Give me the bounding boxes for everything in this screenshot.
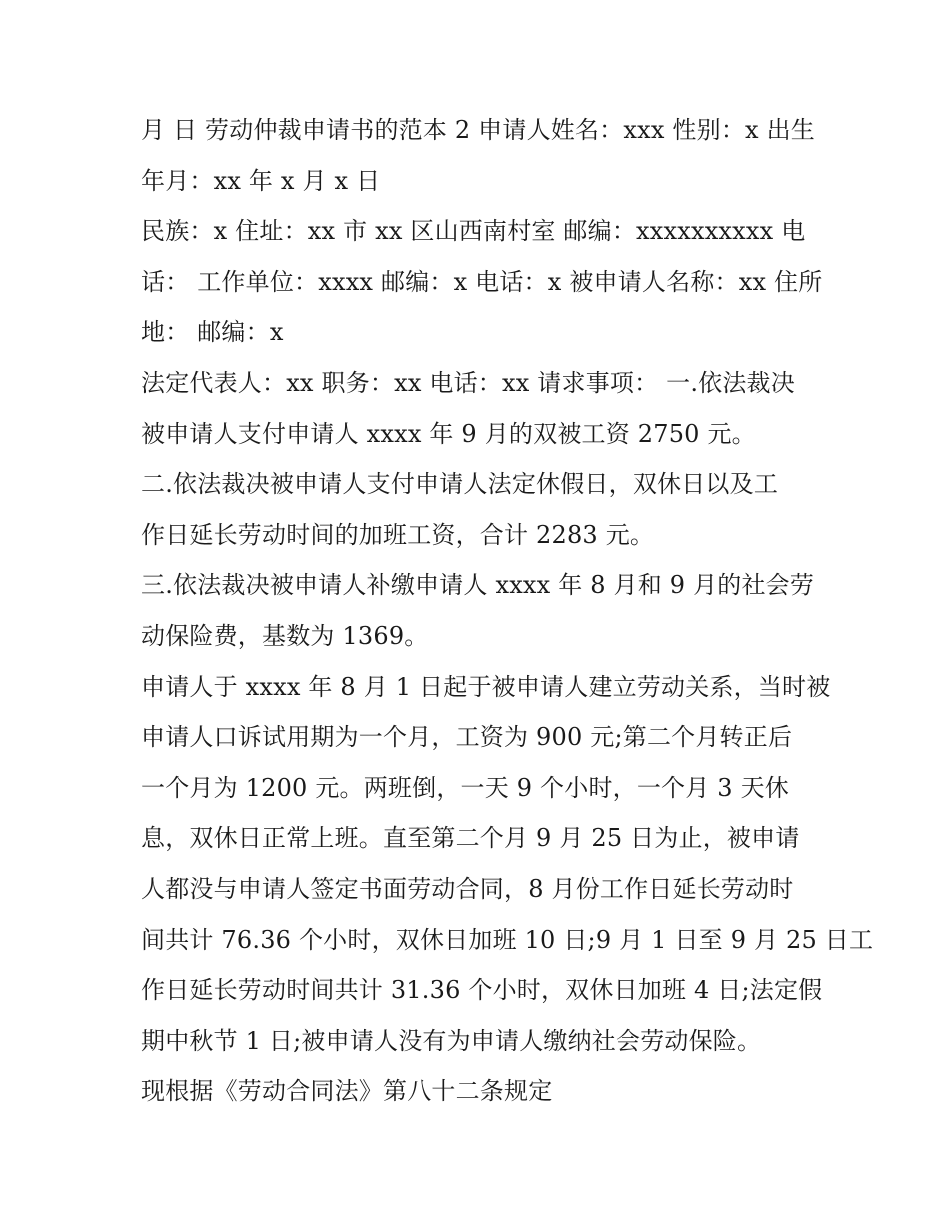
document-body	[141, 105, 874, 1117]
text-line: 息，双休日正常上班。直至第二个月 9 月 25 日为止，被申请	[141, 824, 800, 853]
text-line: 法定代表人：xx 职务：xx 电话：xx 请求事项： 一.依法裁决	[141, 368, 795, 397]
text-line: 一个月为 1200 元。两班倒，一天 9 个小时，一个月 3 天休	[141, 773, 789, 802]
text-line: 年月：xx 年 x 月 x 日	[141, 166, 381, 195]
text-line: 月 日 劳动仲裁申请书的范本 2 申请人姓名：xxx 性别：x 出生	[141, 116, 815, 144]
text-line: 间共计 76.36 个小时，双休日加班 10 日;9 月 1 日至 9 月 25 日工	[141, 925, 874, 954]
text-line: 期中秋节 1 日;被申请人没有为申请人缴纳社会劳动保险。	[141, 1026, 762, 1055]
text-line: 申请人口诉试用期为一个月，工资为 900 元;第二个月转正后	[141, 723, 793, 752]
text-line: 地： 邮编：x	[141, 318, 284, 347]
text-line: 作日延长劳动时间共计 31.36 个小时，双休日加班 4 日;法定假	[141, 976, 823, 1005]
text-line: 人都没与申请人签定书面劳动合同，8 月份工作日延长劳动时	[141, 874, 794, 903]
text-line: 民族：x 住址：xx 市 xx 区山西南村室 邮编：xxxxxxxxxx 电	[141, 217, 806, 246]
text-line: 被申请人支付申请人 xxxx 年 9 月的双被工资 2750 元。	[141, 419, 756, 448]
text-line: 申请人于 xxxx 年 8 月 1 日起于被申请人建立劳动关系，当时被	[141, 672, 831, 701]
text-line: 话： 工作单位：xxxx 邮编：x 电话：x 被申请人名称：xx 住所	[141, 267, 823, 296]
text-line: 动保险费，基数为 1369。	[141, 621, 429, 650]
text-line: 现根据《劳动合同法》第八十二条规定	[141, 1077, 553, 1106]
text-line: 三.依法裁决被申请人补缴申请人 xxxx 年 8 月和 9 月的社会劳	[141, 571, 815, 600]
text-line: 二.依法裁决被申请人支付申请人法定休假日，双休日以及工	[141, 470, 779, 499]
text-line: 作日延长劳动时间的加班工资，合计 2283 元。	[141, 520, 655, 549]
